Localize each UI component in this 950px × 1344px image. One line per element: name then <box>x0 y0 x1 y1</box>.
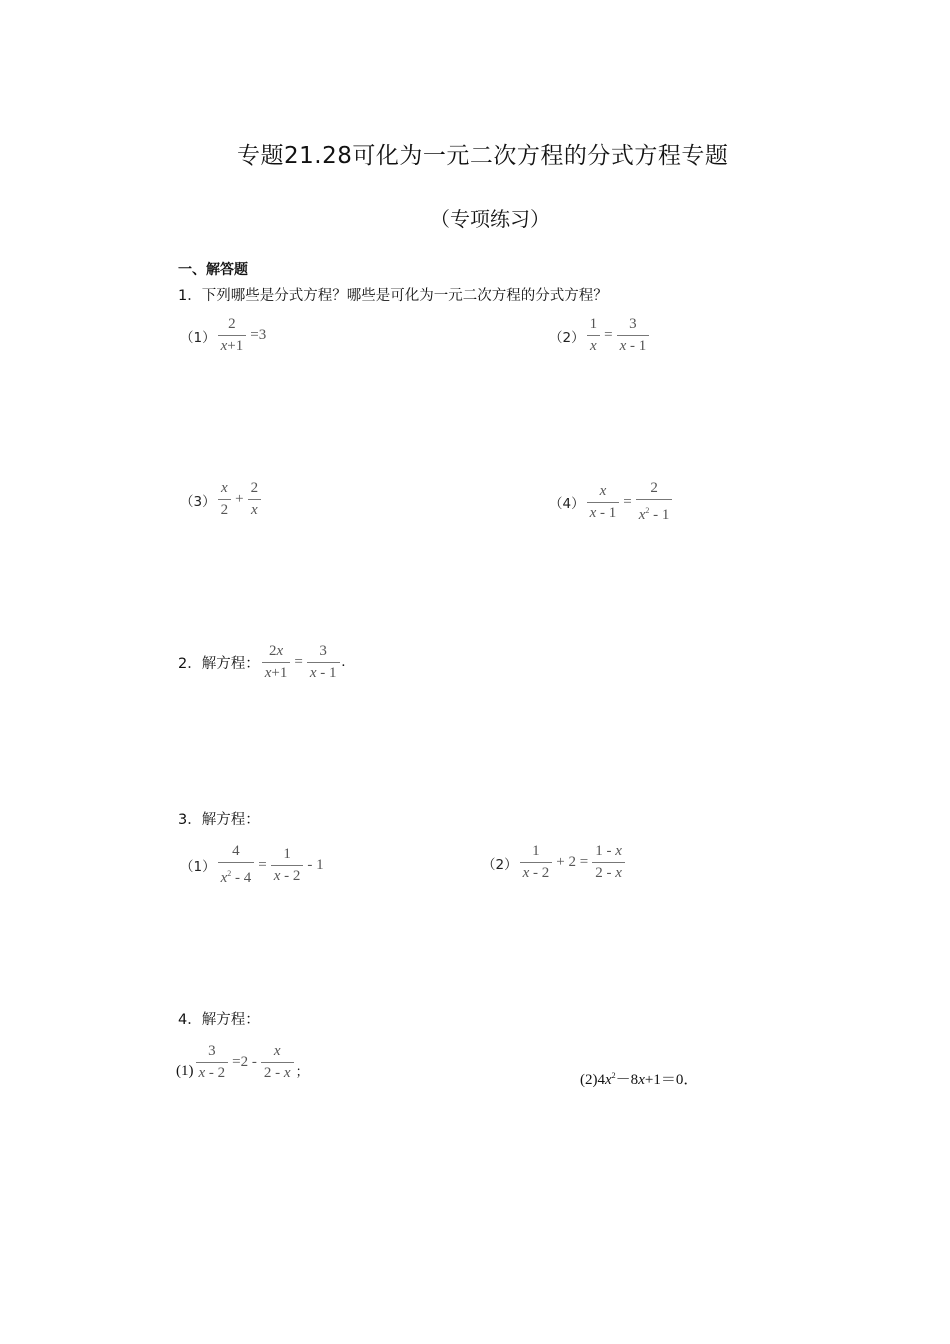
fraction <box>262 643 291 682</box>
period: . <box>341 654 346 670</box>
denominator: x - 1 <box>587 502 620 522</box>
fraction <box>587 316 601 355</box>
numerator: 1 <box>532 843 540 859</box>
numerator: 3 <box>319 643 327 659</box>
q1-item-1-equation <box>216 316 269 355</box>
q4-item-1 <box>176 1043 309 1082</box>
q3-item-1-label: （1） <box>180 859 216 875</box>
denominator: x <box>248 499 261 519</box>
fraction <box>218 843 255 887</box>
q4-item-1-label: (1) <box>176 1063 194 1079</box>
numerator: x <box>599 482 607 499</box>
fraction <box>520 843 553 882</box>
question-2 <box>178 643 345 682</box>
denominator: x+1 <box>262 662 291 682</box>
numerator: 4 <box>232 843 240 859</box>
denominator: x+1 <box>218 335 247 355</box>
numerator: 1 <box>589 316 598 332</box>
fraction <box>592 843 625 882</box>
fraction <box>196 1043 229 1082</box>
denominator: 2 - x <box>592 862 625 882</box>
q1-item-3 <box>180 480 263 519</box>
numerator: 2 <box>250 480 259 496</box>
equals-sign: = <box>258 856 267 873</box>
question-4-text: 4．解方程： <box>178 1012 260 1028</box>
page-subtitle: （专项练习） <box>430 207 550 231</box>
q1-item-4-label: （4） <box>549 496 585 512</box>
numerator: 3 <box>629 316 637 332</box>
numerator: 2x <box>268 643 284 659</box>
q1-item-2-label: （2） <box>549 329 585 346</box>
question-3-text: 3．解方程： <box>178 812 260 828</box>
question-1-text: 1．下列哪些是分式方程？哪些是可化为一元二次方程的分式方程？ <box>178 288 608 304</box>
numerator: 3 <box>208 1043 216 1059</box>
q4-item-2: $(2)4x^2-8x+1=0$． <box>580 1071 699 1088</box>
denominator: x - 2 <box>196 1062 229 1082</box>
equals-sign: = <box>294 654 303 670</box>
q1-item-1 <box>180 316 268 355</box>
semicolon: ； <box>295 1064 309 1079</box>
denominator: x <box>587 335 600 355</box>
fraction <box>307 643 340 682</box>
denominator: x - 1 <box>617 335 650 355</box>
fraction <box>271 846 304 885</box>
q1-item-1-label: （1） <box>180 329 216 346</box>
numerator: 1 - x <box>595 843 622 859</box>
equals-sign: = <box>623 493 632 510</box>
page-title: 专题21.28可化为一元二次方程的分式方程专题 <box>237 143 729 169</box>
denominator: $x^2 - 4$ <box>218 862 255 887</box>
equals-sign: = <box>604 327 613 343</box>
denominator: $x^2 - 1$ <box>636 499 673 524</box>
fraction <box>636 480 673 524</box>
q1-item-3-label: （3） <box>180 493 216 510</box>
fraction <box>587 483 620 522</box>
q1-item-2 <box>549 316 651 355</box>
equals-two-minus: =2 - <box>232 1054 257 1070</box>
plus-sign: + <box>235 491 244 507</box>
q1-item-4-equation <box>585 480 675 524</box>
numerator: x <box>221 480 228 496</box>
denominator: 2 <box>218 499 232 519</box>
rhs: =3 <box>250 327 267 343</box>
numerator: x <box>273 1043 281 1059</box>
denominator: x - 1 <box>307 662 340 682</box>
q3-item-2-equation <box>518 843 627 882</box>
question-2-equation <box>260 643 346 682</box>
q3-item-1-equation <box>216 843 326 887</box>
numerator: 2 <box>228 316 236 332</box>
plus-two-equals: + 2 = <box>556 854 589 870</box>
q1-item-4 <box>549 480 674 524</box>
fraction <box>218 316 247 355</box>
denominator: x - 2 <box>520 862 553 882</box>
q4-item-1-equation <box>194 1043 309 1082</box>
question-2-text: 2．解方程： <box>178 656 260 672</box>
numerator: 1 <box>283 845 291 862</box>
numerator: 2 <box>650 480 658 496</box>
fraction <box>617 316 650 355</box>
section-heading: 一、解答题 <box>178 262 248 278</box>
q3-item-2 <box>482 843 627 882</box>
fraction <box>218 480 232 519</box>
q1-item-3-expression <box>216 480 263 519</box>
denominator: 2 - x <box>261 1062 294 1082</box>
denominator: x - 2 <box>271 865 304 885</box>
q3-item-2-label: （2） <box>482 856 518 873</box>
fraction <box>248 480 262 519</box>
minus-one: - 1 <box>307 856 324 873</box>
q1-item-2-equation <box>585 316 652 355</box>
q3-item-1 <box>180 843 326 887</box>
fraction <box>261 1043 294 1082</box>
